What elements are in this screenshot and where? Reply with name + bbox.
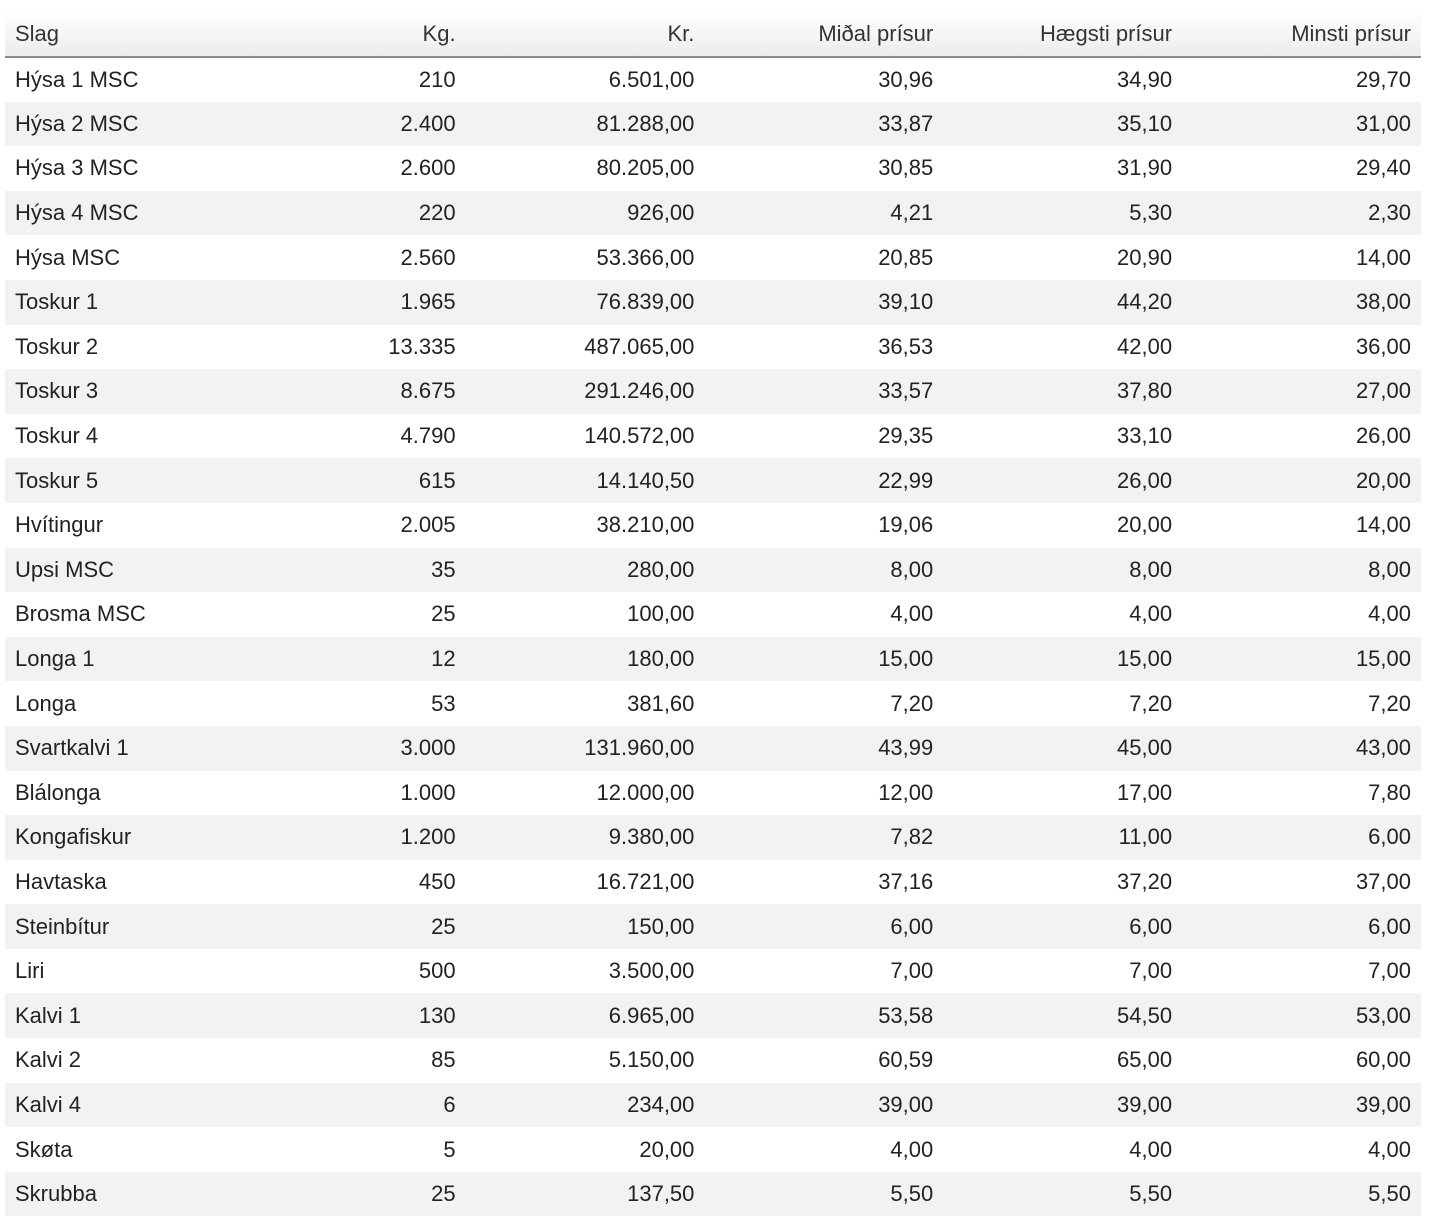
cell-lowest-price: 7,20: [1368, 690, 1411, 716]
cell-slag: Kalvi 4: [15, 1091, 82, 1117]
cell-slag: Havtaska: [15, 868, 107, 894]
cell-highest-price: 7,20: [1129, 690, 1173, 716]
cell-kg: 210: [418, 66, 456, 92]
cell-average-price: 30,96: [878, 66, 934, 92]
cell-kg: 6: [443, 1091, 456, 1117]
cell-slag: Toskur 4: [15, 423, 99, 449]
cell-slag: Skøta: [15, 1136, 73, 1162]
cell-lowest-price: 36,00: [1355, 333, 1411, 359]
cell-slag: Svartkalvi 1: [15, 735, 129, 761]
cell-average-price: 22,99: [878, 467, 934, 493]
cell-lowest-price: 26,00: [1355, 423, 1411, 449]
table-row: [5, 503, 1421, 548]
cell-average-price: 5,50: [890, 1181, 934, 1207]
cell-lowest-price: 7,00: [1368, 958, 1411, 984]
cell-average-price: 43,99: [878, 735, 934, 761]
cell-highest-price: 44,20: [1117, 289, 1173, 315]
cell-highest-price: 54,50: [1117, 1002, 1173, 1028]
cell-slag: Toskur 2: [15, 333, 99, 359]
cell-average-price: 7,82: [890, 824, 934, 850]
cell-lowest-price: 2,30: [1368, 200, 1411, 226]
cell-slag: Toskur 5: [15, 467, 99, 493]
cell-kg: 4.790: [400, 423, 456, 449]
header-row: [5, 11, 1421, 57]
cell-slag: Hýsa 3 MSC: [15, 155, 139, 181]
table-row: [5, 1083, 1421, 1128]
column-header-kg[interactable]: Kg.: [245, 11, 466, 57]
cell-slag: Kalvi 2: [15, 1047, 82, 1073]
cell-kg: 13.335: [388, 333, 456, 359]
cell-kr: 180,00: [627, 646, 695, 672]
table-header: [5, 11, 1421, 57]
table-row: [5, 904, 1421, 949]
cell-average-price: 33,87: [878, 110, 934, 136]
cell-slag: Longa 1: [15, 646, 95, 672]
cell-kg: 25: [431, 601, 456, 627]
table-row: [5, 57, 1421, 102]
cell-highest-price: 4,00: [1129, 601, 1173, 627]
cell-average-price: 15,00: [878, 646, 934, 672]
cell-lowest-price: 27,00: [1355, 378, 1411, 404]
cell-kr: 381,60: [627, 690, 695, 716]
cell-kr: 137,50: [627, 1181, 695, 1207]
cell-lowest-price: 43,00: [1355, 735, 1411, 761]
table-row: [5, 681, 1421, 726]
cell-lowest-price: 14,00: [1355, 512, 1411, 538]
cell-average-price: 39,00: [878, 1091, 934, 1117]
table-row: [5, 191, 1421, 236]
cell-highest-price: 5,50: [1129, 1181, 1173, 1207]
cell-highest-price: 65,00: [1117, 1047, 1173, 1073]
cell-lowest-price: 4,00: [1368, 601, 1411, 627]
cell-highest-price: 5,30: [1129, 200, 1173, 226]
cell-kg: 1.200: [400, 824, 456, 850]
cell-kr: 6.501,00: [608, 66, 695, 92]
table-row: [5, 726, 1421, 771]
cell-lowest-price: 8,00: [1368, 556, 1411, 582]
cell-highest-price: 39,00: [1117, 1091, 1173, 1117]
cell-lowest-price: 31,00: [1355, 110, 1411, 136]
cell-lowest-price: 14,00: [1355, 244, 1411, 270]
table-row: [5, 325, 1421, 370]
cell-kr: 487.065,00: [584, 333, 695, 359]
cell-slag: Hýsa 2 MSC: [15, 110, 139, 136]
cell-lowest-price: 15,00: [1355, 646, 1411, 672]
column-header-slag[interactable]: Slag: [5, 11, 245, 57]
table-body: [5, 57, 1421, 1216]
cell-kg: 2.560: [400, 244, 456, 270]
table-row: [5, 949, 1421, 994]
cell-slag: Hvítingur: [15, 512, 104, 538]
cell-highest-price: 20,90: [1117, 244, 1173, 270]
cell-kr: 38.210,00: [596, 512, 695, 538]
cell-highest-price: 42,00: [1117, 333, 1173, 359]
cell-highest-price: 20,00: [1117, 512, 1173, 538]
cell-kg: 3.000: [400, 735, 456, 761]
cell-highest-price: 26,00: [1117, 467, 1173, 493]
cell-average-price: 36,53: [878, 333, 934, 359]
cell-slag: Skrubba: [15, 1181, 97, 1207]
cell-kg: 12: [431, 646, 456, 672]
cell-kr: 3.500,00: [608, 958, 695, 984]
cell-average-price: 30,85: [878, 155, 934, 181]
cell-average-price: 37,16: [878, 868, 934, 894]
cell-highest-price: 15,00: [1117, 646, 1173, 672]
cell-average-price: 20,85: [878, 244, 934, 270]
cell-kg: 53: [431, 690, 456, 716]
cell-lowest-price: 39,00: [1355, 1091, 1411, 1117]
cell-lowest-price: 6,00: [1368, 824, 1411, 850]
cell-lowest-price: 53,00: [1355, 1002, 1411, 1028]
cell-lowest-price: 5,50: [1368, 1181, 1411, 1207]
cell-highest-price: 7,00: [1129, 958, 1173, 984]
cell-slag: Upsi MSC: [15, 556, 115, 582]
table-row: [5, 102, 1421, 147]
cell-kr: 16.721,00: [596, 868, 695, 894]
cell-highest-price: 17,00: [1117, 779, 1173, 805]
cell-kr: 131.960,00: [584, 735, 695, 761]
table-row: [5, 458, 1421, 503]
cell-kg: 2.400: [400, 110, 456, 136]
cell-lowest-price: 6,00: [1368, 913, 1411, 939]
cell-kr: 53.366,00: [596, 244, 695, 270]
table-row: [5, 414, 1421, 459]
cell-highest-price: 4,00: [1129, 1136, 1173, 1162]
cell-slag: Hýsa 1 MSC: [15, 66, 139, 92]
cell-kr: 76.839,00: [596, 289, 695, 315]
cell-highest-price: 6,00: [1129, 913, 1173, 939]
cell-average-price: 19,06: [878, 512, 934, 538]
cell-slag: Toskur 1: [15, 289, 99, 315]
cell-kr: 150,00: [627, 913, 695, 939]
cell-kr: 234,00: [627, 1091, 695, 1117]
cell-kr: 100,00: [627, 601, 695, 627]
cell-highest-price: 37,20: [1117, 868, 1173, 894]
cell-kr: 6.965,00: [608, 1002, 695, 1028]
table-row: [5, 1172, 1421, 1217]
price-table: [5, 11, 1421, 1216]
cell-kg: 2.600: [400, 155, 456, 181]
table-row: [5, 548, 1421, 593]
cell-kr: 280,00: [627, 556, 695, 582]
cell-kr: 140.572,00: [584, 423, 695, 449]
cell-average-price: 33,57: [878, 378, 934, 404]
table-row: [5, 1038, 1421, 1083]
cell-slag: Brosma MSC: [15, 601, 146, 627]
cell-average-price: 7,20: [890, 690, 934, 716]
column-header-lowest-price[interactable]: Minsti prísur: [1182, 11, 1421, 57]
cell-kg: 25: [431, 1181, 456, 1207]
price-table-container: [5, 11, 1421, 1216]
cell-highest-price: 33,10: [1117, 423, 1173, 449]
cell-kr: 291.246,00: [584, 378, 695, 404]
table-row: [5, 1127, 1421, 1172]
cell-kr: 80.205,00: [596, 155, 695, 181]
cell-kg: 1.000: [400, 779, 456, 805]
cell-average-price: 39,10: [878, 289, 934, 315]
cell-highest-price: 8,00: [1129, 556, 1173, 582]
cell-lowest-price: 7,80: [1368, 779, 1411, 805]
cell-slag: Blálonga: [15, 779, 101, 805]
cell-average-price: 6,00: [890, 913, 934, 939]
cell-kr: 9.380,00: [608, 824, 695, 850]
cell-average-price: 4,21: [890, 200, 934, 226]
table-row: [5, 815, 1421, 860]
cell-kg: 130: [418, 1002, 456, 1028]
cell-kg: 35: [431, 556, 456, 582]
cell-kg: 1.965: [400, 289, 456, 315]
cell-kr: 81.288,00: [596, 110, 695, 136]
cell-average-price: 53,58: [878, 1002, 934, 1028]
cell-slag: Toskur 3: [15, 378, 99, 404]
cell-slag: Liri: [15, 958, 45, 984]
cell-slag: Hýsa MSC: [15, 244, 121, 270]
cell-kr: 12.000,00: [596, 779, 695, 805]
cell-highest-price: 35,10: [1117, 110, 1173, 136]
cell-kg: 220: [418, 200, 456, 226]
table-row: [5, 860, 1421, 905]
cell-lowest-price: 4,00: [1368, 1136, 1411, 1162]
cell-average-price: 7,00: [890, 958, 934, 984]
cell-lowest-price: 29,70: [1355, 66, 1411, 92]
table-row: [5, 592, 1421, 637]
table-row: [5, 993, 1421, 1038]
cell-kg: 500: [418, 958, 456, 984]
cell-kg: 2.005: [400, 512, 456, 538]
cell-lowest-price: 37,00: [1355, 868, 1411, 894]
cell-kr: 926,00: [627, 200, 695, 226]
cell-highest-price: 31,90: [1117, 155, 1173, 181]
cell-slag: Kongafiskur: [15, 824, 132, 850]
table-row: [5, 235, 1421, 280]
table-row: [5, 369, 1421, 414]
cell-kg: 8.675: [400, 378, 456, 404]
cell-kr: 14.140,50: [596, 467, 695, 493]
cell-kg: 85: [431, 1047, 456, 1073]
cell-highest-price: 45,00: [1117, 735, 1173, 761]
cell-average-price: 29,35: [878, 423, 934, 449]
cell-average-price: 8,00: [890, 556, 934, 582]
cell-kg: 615: [418, 467, 456, 493]
cell-kg: 25: [431, 913, 456, 939]
cell-slag: Hýsa 4 MSC: [15, 200, 139, 226]
cell-highest-price: 37,80: [1117, 378, 1173, 404]
cell-lowest-price: 38,00: [1355, 289, 1411, 315]
cell-kr: 20,00: [639, 1136, 695, 1162]
cell-slag: Longa: [15, 690, 77, 716]
cell-average-price: 4,00: [890, 1136, 934, 1162]
column-header-average-price[interactable]: Miðal prísur: [704, 11, 943, 57]
cell-slag: Kalvi 1: [15, 1002, 82, 1028]
cell-highest-price: 11,00: [1118, 824, 1173, 850]
table-row: [5, 637, 1421, 682]
table-row: [5, 771, 1421, 816]
cell-average-price: 4,00: [890, 601, 934, 627]
table-row: [5, 146, 1421, 191]
column-header-highest-price[interactable]: Hægsti prísur: [943, 11, 1182, 57]
cell-kg: 5: [443, 1136, 456, 1162]
cell-average-price: 60,59: [878, 1047, 934, 1073]
cell-lowest-price: 60,00: [1355, 1047, 1411, 1073]
cell-kr: 5.150,00: [608, 1047, 695, 1073]
cell-kg: 450: [418, 868, 456, 894]
cell-average-price: 12,00: [878, 779, 934, 805]
cell-slag: Steinbítur: [15, 913, 110, 939]
cell-lowest-price: 29,40: [1355, 155, 1411, 181]
column-header-kr[interactable]: Kr.: [466, 11, 705, 57]
cell-highest-price: 34,90: [1117, 66, 1173, 92]
cell-lowest-price: 20,00: [1355, 467, 1411, 493]
table-row: [5, 280, 1421, 325]
